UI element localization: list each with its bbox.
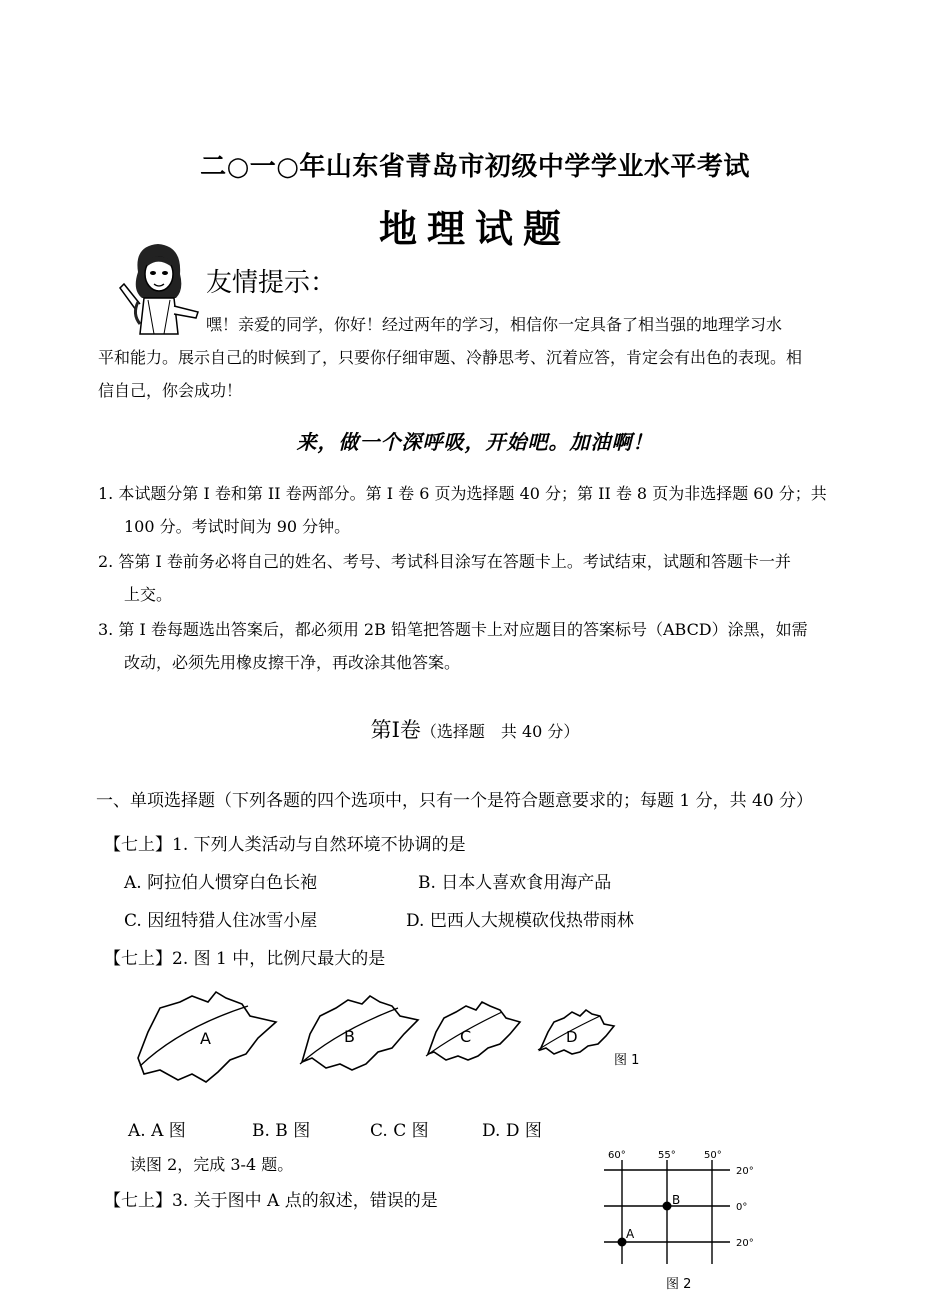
- q1-stem: 【七上】1. 下列人类活动与自然环境不协调的是: [104, 835, 466, 855]
- cartoon-girl-illustration: [118, 240, 202, 336]
- encouragement: 来，做一个深呼吸，开始吧。加油啊！: [296, 430, 654, 454]
- point-b: [663, 1202, 672, 1211]
- lat-label-20s: 20°: [736, 1238, 754, 1249]
- q2-option-b: B. B 图: [252, 1121, 311, 1141]
- map-label-d: D: [566, 1028, 578, 1046]
- part1-heading: 一、单项选择题（下列各题的四个选项中，只有一个是符合题意要求的；每题 1 分，共 40 分）: [96, 791, 814, 811]
- map-label-b: B: [344, 1027, 355, 1046]
- figure1-label: 图 1: [614, 1053, 640, 1068]
- section-title: 第Ⅰ卷: [370, 718, 421, 742]
- map-b-outline: [302, 996, 418, 1070]
- lat-label-20n: 20°: [736, 1166, 754, 1177]
- map-label-c: C: [460, 1027, 472, 1046]
- instruction-1-line1: 1. 本试题分第 I 卷和第 II 卷两部分。第 I 卷 6 页为选择题 40 分；第 II 卷 8 页为非选择题 60 分；共: [98, 484, 827, 503]
- point-b-label: B: [672, 1193, 681, 1207]
- point-a-label: A: [626, 1227, 635, 1241]
- q3-stem: 【七上】3. 关于图中 A 点的叙述，错误的是: [104, 1191, 438, 1211]
- hint-text-line3: 信自己，你会成功！: [98, 381, 243, 400]
- section-heading: [0, 714, 950, 744]
- figure1-maps: [130, 988, 650, 1088]
- hint-title: 友情提示：: [206, 268, 337, 298]
- q1-option-b: B. 日本人喜欢食用海产品: [418, 873, 612, 893]
- instruction-3-line1: 3. 第 I 卷每题选出答案后，都必须用 2B 铅笔把答题卡上对应题目的答案标号（ABCD）涂黑，如需: [98, 620, 808, 639]
- q2-option-a: A. A 图: [128, 1121, 186, 1141]
- instruction-2-line1: 2. 答第 I 卷前务必将自己的姓名、考号、考试科目涂写在答题卡上。考试结束，试题和答题卡一并: [98, 552, 791, 571]
- figure2-label: 图 2: [666, 1277, 692, 1292]
- hint-text-line1: 嘿！亲爱的同学，你好！经过两年的学习，相信你一定具备了相当强的地理学习水: [206, 315, 783, 334]
- q1-option-a: A. 阿拉伯人惯穿白色长袍: [124, 873, 318, 893]
- map-c-outline: [428, 1002, 520, 1060]
- exam-title: 二○一○年山东省青岛市初级中学学业水平考试: [200, 152, 750, 182]
- read-figure2-instruction: 读图 2，完成 3-4 题。: [130, 1155, 294, 1174]
- q1-option-c: C. 因纽特猎人住冰雪小屋: [124, 911, 318, 931]
- figure2-grid: [600, 1140, 770, 1316]
- lon-label-60: 60°: [608, 1150, 626, 1161]
- lon-label-55: 55°: [658, 1150, 676, 1161]
- map-label-a: A: [200, 1029, 211, 1048]
- q2-option-d: D. D 图: [482, 1121, 542, 1141]
- q2-stem: 【七上】2. 图 1 中，比例尺最大的是: [104, 949, 386, 969]
- lon-label-50: 50°: [704, 1150, 722, 1161]
- subject-title: 地理试题: [378, 206, 571, 251]
- q2-option-c: C. C 图: [370, 1121, 429, 1141]
- q1-option-d: D. 巴西人大规模砍伐热带雨林: [406, 911, 634, 931]
- lat-label-0: 0°: [736, 1202, 748, 1213]
- instruction-3-line2: 改动，必须先用橡皮擦干净，再改涂其他答案。: [124, 653, 461, 672]
- instruction-2-line2: 上交。: [124, 585, 173, 604]
- section-subtitle: （选择题 共 40 分）: [420, 722, 580, 741]
- instruction-1-line2: 100 分。考试时间为 90 分钟。: [124, 517, 351, 536]
- hint-text-line2: 平和能力。展示自己的时候到了，只要你仔细审题、冷静思考、沉着应答，肯定会有出色的表现。相: [98, 348, 803, 367]
